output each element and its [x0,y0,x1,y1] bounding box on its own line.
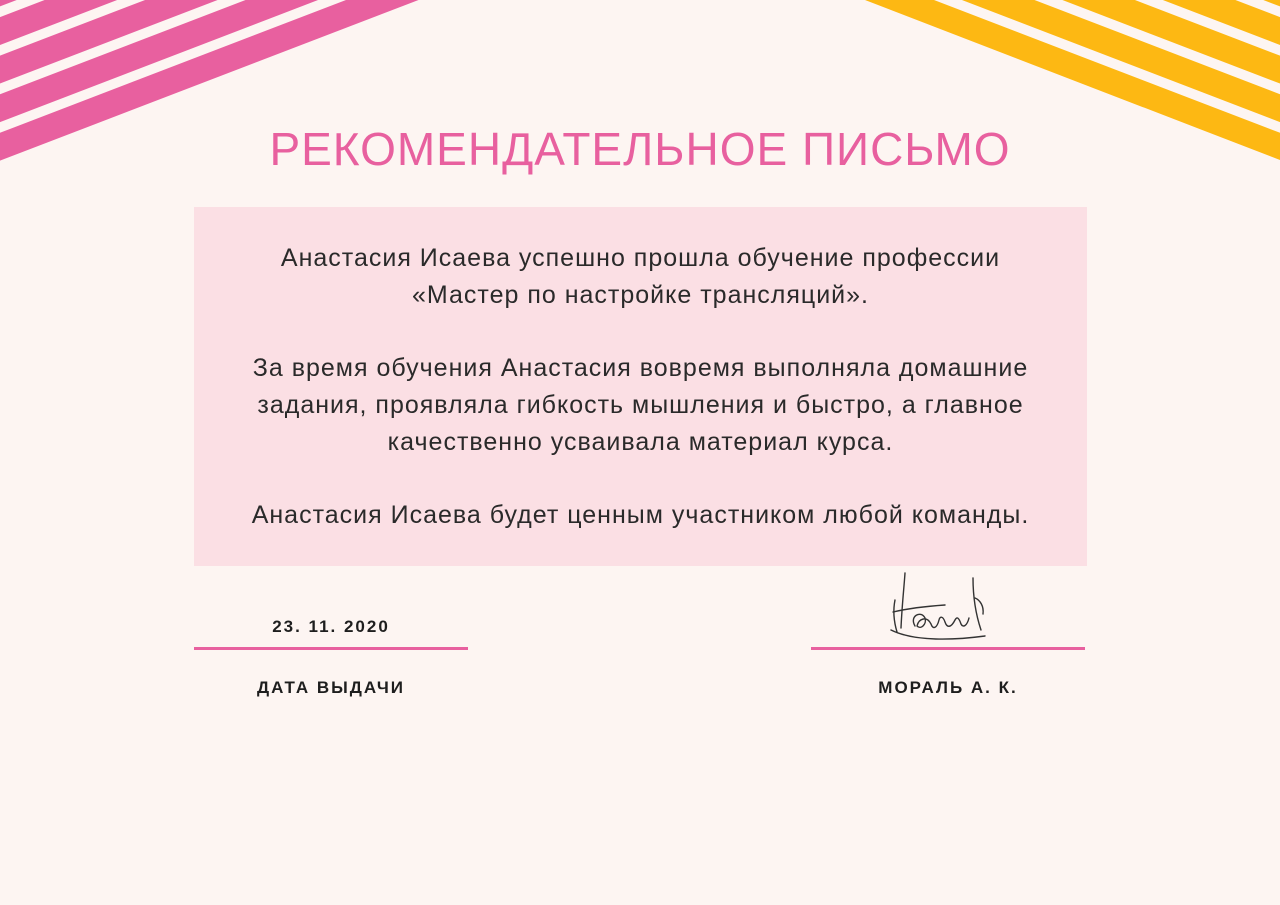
handwritten-signature-icon [885,570,995,648]
paragraph-3-line-1: Анастасия Исаева будет ценным участником любой команды. [251,501,1030,529]
issue-date-label: ДАТА ВЫДАЧИ [256,678,406,697]
date-underline [194,647,468,650]
paragraph-1 [194,240,1087,314]
paragraph-2-line-1: За время обучения Анастасия вовремя выполняла домашние [252,354,1029,382]
paragraph-2-line-2: задания, проявляла гибкость мышления и быстро, а главное [257,391,1024,419]
letter-title: РЕКОМЕНДАТЕЛЬНОЕ ПИСЬМО [269,123,1011,175]
paragraph-3 [194,497,1087,534]
paragraph-2 [194,350,1087,461]
paragraph-1-line-2: «Мастер по настройке трансляций». [411,281,869,309]
paragraph-1-line-1: Анастасия Исаева успешно прошла обучение профессии [280,244,1001,272]
issue-date-value: 23. 11. 2020 [272,617,390,636]
signature-underline [811,647,1085,650]
paragraph-2-line-3: качественно усваивала материал курса. [387,428,894,456]
signer-name-label: МОРАЛЬ А. К. [878,678,1018,697]
